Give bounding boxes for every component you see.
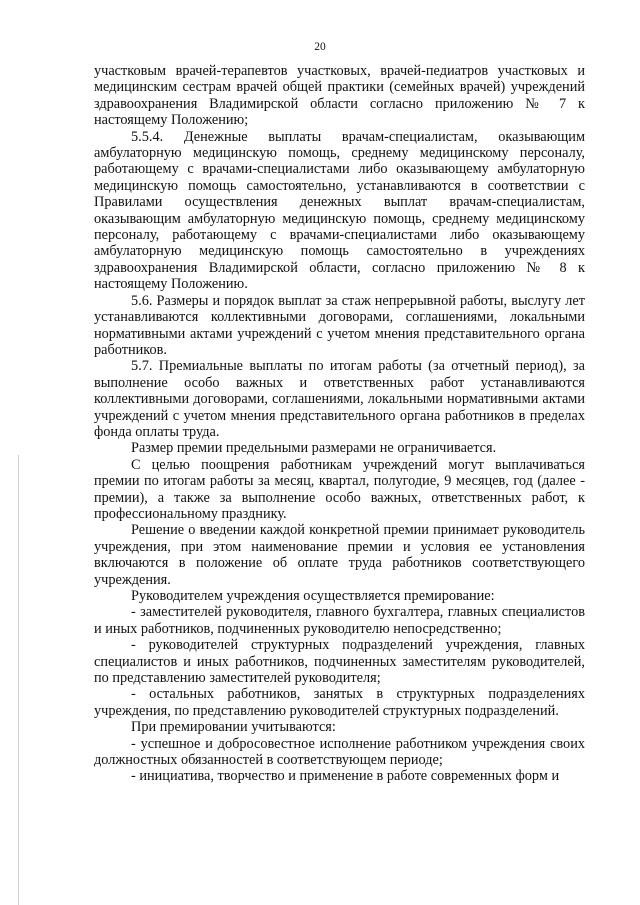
document-body (94, 63, 585, 785)
paragraph-5-5-4: 5.5.4. Денежные выплаты врачам-специалистам, оказывающим амбулаторную медицинскую помощь, среднему медицинскому персоналу, работающему с врачами-специалистами либо оказывающему амбулаторную медицинскую помощь самостоятельно, устанавливаются в соответствии с Правилами осуществления денежных выплат врачам-специалистам, оказывающим амбулаторную медицинскую помощь, среднему медицинскому персоналу, работающему с врачами-специалистами либо оказывающему амбулаторную медицинскую помощь самостоятельно в учреждениях здравоохранения Владимирской области, согласно приложению № 8 к настоящему Положению. (94, 128, 585, 293)
paragraph-considered: При премировании учитываются: (131, 719, 336, 736)
paragraph-continuation: участковым врачей-терапевтов участковых, врачей-педиатров участковых и медицинским сестрам врачей общей практики (семейных врачей) учреждений здравоохранения Владимирской области согласно приложению № 7 к настоящему Положению; (94, 63, 585, 129)
paragraph-dash-success: - успешное и добросовестное исполнение работником учреждения своих должностных обязанностей в соответствующем периоде; (94, 735, 585, 769)
paragraph-dash-heads: - руководителей структурных подразделений учреждения, главных специалистов и иных работников, подчиненных заместителям руководителей, по представлению заместителей руководителя; (94, 637, 585, 687)
paragraph-decision: Решение о введении каждой конкретной премии принимает руководитель учреждения, при этом наименование премии и условия ее установления включаются в положение об оплате труда работников соответствующего учреждения. (94, 522, 585, 588)
paragraph-5-7: 5.7. Премиальные выплаты по итогам работы (за отчетный период), за выполнение особо важных и ответственных работ устанавливаются коллективными договорами, соглашениями, локальными нормативными актами учреждений с учетом мнения представительного органа работников в пределах фонда оплаты труда. (94, 358, 585, 440)
page-number: 20 (314, 41, 326, 53)
paragraph-dash-initiative: - инициатива, творчество и применение в работе современных форм и (131, 768, 560, 785)
paragraph-dash-deputies: - заместителей руководителя, главного бухгалтера, главных специалистов и иных работников, подчиненных руководителю непосредственно; (94, 604, 585, 637)
paragraph-dash-others: - остальных работников, занятых в структурных подразделениях учреждения, по представлению руководителей структурных подразделений. (94, 686, 585, 719)
paragraph-incentive: С целью поощрения работникам учреждений могут выплачиваться премии по итогам работы за месяц, квартал, полугодие, 9 месяцев, год (далее - премии), а также за выполнение особо важных, ответственных работ, к профессиональному празднику. (94, 456, 585, 522)
paragraph-5-6: 5.6. Размеры и порядок выплат за стаж непрерывной работы, выслугу лет устанавливаются коллективными договорами, соглашениями, локальными нормативными актами учреждений с учетом мнения представительного органа работников. (94, 292, 585, 358)
paragraph-head-awards: Руководителем учреждения осуществляется премирование: (131, 588, 495, 604)
paragraph-premium-limit: Размер премии предельными размерами не ограничивается. (131, 440, 497, 457)
scan-edge-line (18, 455, 19, 905)
